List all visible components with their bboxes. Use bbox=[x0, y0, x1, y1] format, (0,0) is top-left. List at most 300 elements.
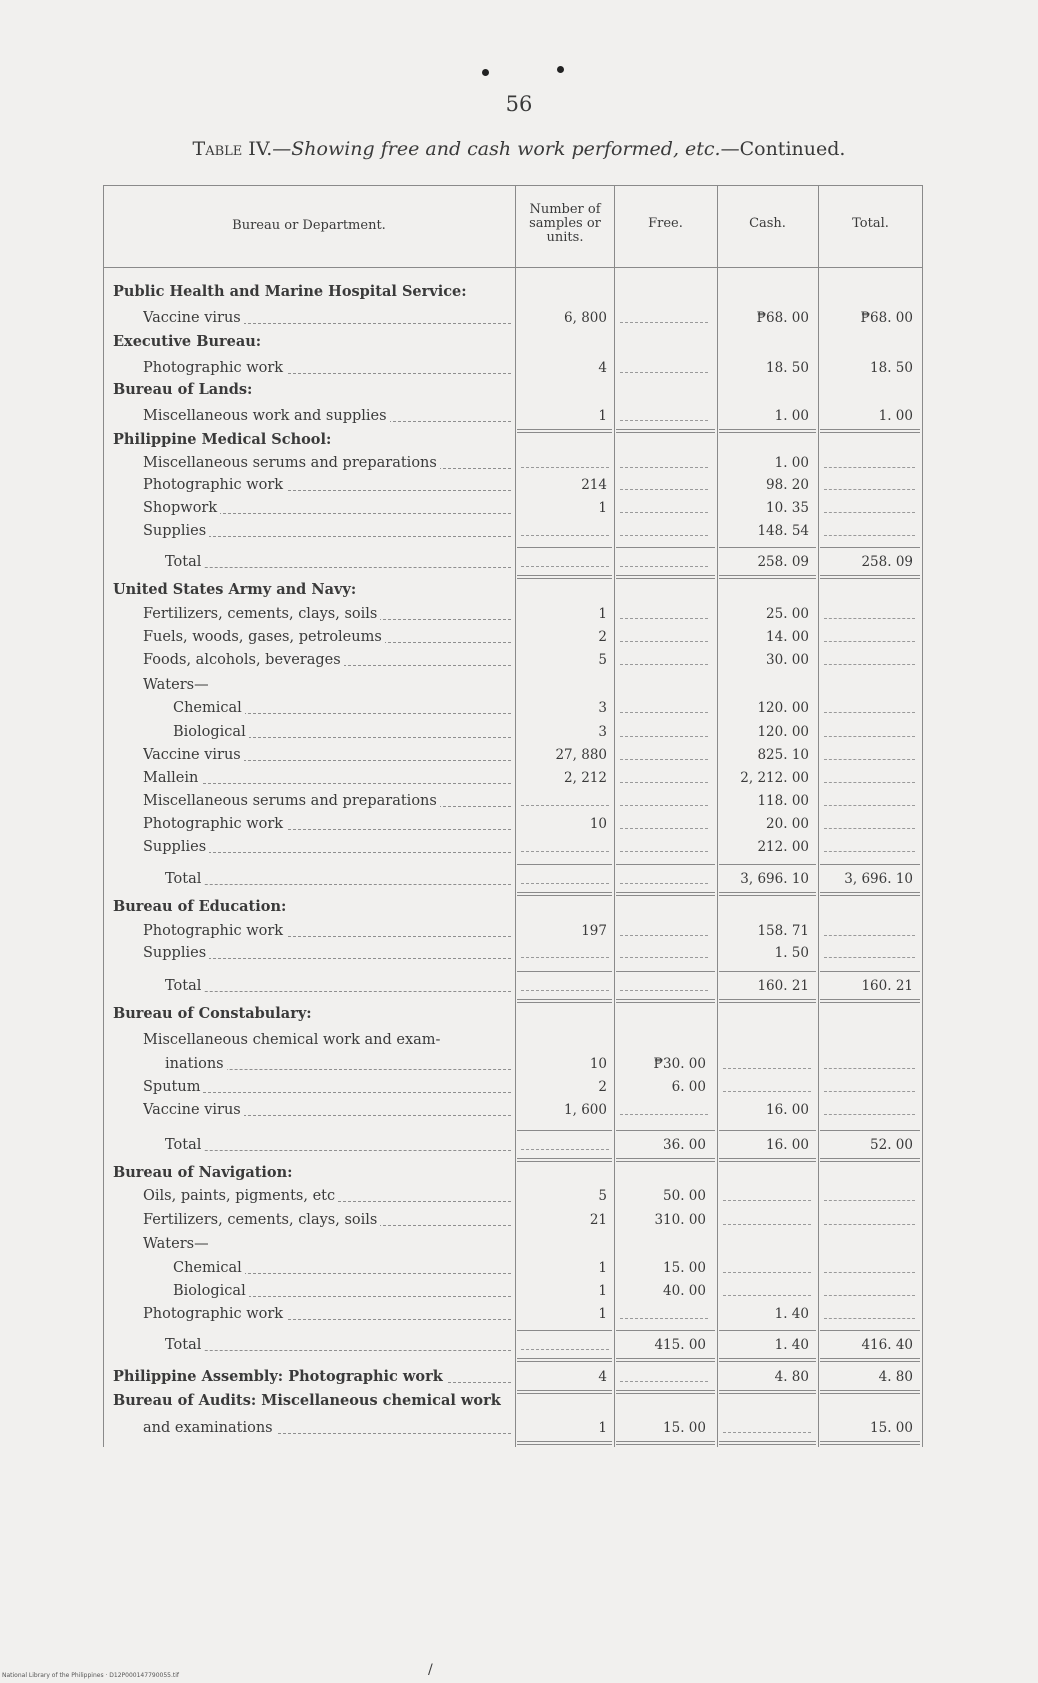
row-label bbox=[143, 836, 513, 858]
total-cell bbox=[818, 836, 921, 858]
table-row bbox=[103, 767, 923, 789]
table-row bbox=[103, 626, 923, 648]
free-cell bbox=[614, 1257, 714, 1279]
cash-cell-value: 1. 00 bbox=[774, 408, 809, 424]
number-cell-value: 6, 800 bbox=[564, 310, 607, 326]
row-label-text: Supplies bbox=[143, 839, 209, 855]
number-cell bbox=[515, 1280, 615, 1302]
double-rule bbox=[517, 892, 612, 893]
row-label-text: Photographic work bbox=[143, 477, 286, 493]
total-cell bbox=[818, 474, 921, 496]
table-row bbox=[103, 1076, 923, 1098]
free-cell bbox=[614, 551, 714, 573]
rule-line bbox=[719, 1330, 816, 1331]
total-cell-value bbox=[913, 477, 921, 493]
total-cell-value bbox=[913, 1283, 921, 1299]
free-cell bbox=[614, 813, 714, 835]
cash-cell-value: ₱68. 00 bbox=[756, 310, 809, 326]
rule-line bbox=[719, 547, 816, 548]
free-cell bbox=[614, 744, 714, 766]
total-cell bbox=[818, 1417, 921, 1439]
cash-cell bbox=[717, 868, 817, 890]
free-cell-value bbox=[706, 700, 714, 716]
total-cell bbox=[818, 1334, 921, 1356]
total-row bbox=[103, 975, 923, 997]
free-cell-value bbox=[706, 1102, 714, 1118]
total-cell bbox=[818, 1280, 921, 1302]
table-title-tail: —Continued. bbox=[720, 138, 846, 160]
number-cell-value: 1 bbox=[598, 1420, 607, 1436]
total-cell bbox=[818, 1257, 921, 1279]
row-label-text: Miscellaneous serums and preparations bbox=[143, 455, 440, 471]
cash-cell bbox=[717, 1053, 817, 1075]
table-row bbox=[103, 1029, 923, 1051]
row-label-text: Philippine Assembly: Photographic work bbox=[113, 1368, 446, 1385]
number-cell bbox=[515, 474, 615, 496]
free-cell bbox=[614, 357, 714, 379]
table-row bbox=[103, 1003, 923, 1025]
number-cell-value: 1 bbox=[598, 1306, 607, 1322]
row-label bbox=[143, 1076, 513, 1098]
table-row bbox=[103, 1185, 923, 1207]
cash-cell-value: 1. 40 bbox=[774, 1337, 809, 1353]
table-title-lead: Table IV. bbox=[192, 138, 273, 160]
free-cell bbox=[614, 767, 714, 789]
row-label bbox=[113, 1162, 513, 1184]
free-cell bbox=[614, 405, 714, 427]
free-cell bbox=[614, 1185, 714, 1207]
total-cell-value bbox=[913, 629, 921, 645]
number-cell-value: 4 bbox=[598, 360, 607, 376]
double-rule bbox=[820, 575, 920, 576]
row-label-text: Bureau of Constabulary: bbox=[113, 1005, 315, 1022]
total-cell-value bbox=[913, 839, 921, 855]
row-label-text: Supplies bbox=[143, 945, 209, 961]
row-label bbox=[165, 1053, 513, 1075]
row-label-text: Photographic work bbox=[143, 360, 286, 376]
table-row bbox=[103, 942, 923, 964]
row-label bbox=[143, 1417, 513, 1439]
row-label-text: Waters— bbox=[143, 677, 212, 693]
double-rule bbox=[719, 1444, 816, 1445]
table-row bbox=[103, 836, 923, 858]
free-cell bbox=[614, 790, 714, 812]
number-cell bbox=[515, 1185, 615, 1207]
number-cell-value: 2, 212 bbox=[564, 770, 607, 786]
double-rule bbox=[616, 1361, 715, 1362]
total-cell-value bbox=[913, 1102, 921, 1118]
free-cell-value: 415. 00 bbox=[654, 1337, 706, 1353]
row-label bbox=[113, 1366, 513, 1388]
total-cell bbox=[818, 790, 921, 812]
table-row bbox=[103, 603, 923, 625]
cash-cell bbox=[717, 307, 817, 329]
cash-cell bbox=[717, 1366, 817, 1388]
double-rule bbox=[719, 999, 816, 1000]
row-label-text: Total bbox=[165, 978, 204, 994]
rule-line bbox=[616, 1130, 715, 1131]
total-cell-value: 160. 21 bbox=[861, 978, 913, 994]
total-cell bbox=[818, 721, 921, 743]
free-cell-value bbox=[706, 724, 714, 740]
double-rule bbox=[616, 1444, 715, 1445]
total-cell-value bbox=[913, 770, 921, 786]
row-label-text: and examinations bbox=[143, 1420, 276, 1436]
free-cell bbox=[614, 1134, 714, 1156]
row-label bbox=[113, 331, 513, 353]
row-label bbox=[113, 379, 513, 401]
free-cell bbox=[614, 1209, 714, 1231]
number-cell-value: 4 bbox=[598, 1369, 607, 1385]
row-label-text: Miscellaneous work and supplies bbox=[143, 408, 390, 424]
free-cell bbox=[614, 975, 714, 997]
number-cell-value: 1 bbox=[598, 606, 607, 622]
table-row bbox=[103, 920, 923, 942]
double-rule bbox=[517, 1441, 612, 1442]
total-cell bbox=[818, 1134, 921, 1156]
cash-cell-value bbox=[809, 1056, 817, 1072]
row-label-text: Vaccine virus bbox=[143, 310, 244, 326]
row-label bbox=[173, 697, 513, 719]
cash-cell-value: 258. 09 bbox=[757, 554, 809, 570]
total-cell bbox=[818, 1366, 921, 1388]
cash-cell bbox=[717, 497, 817, 519]
rule-line bbox=[616, 547, 715, 548]
row-label-text: Fuels, woods, gases, petroleums bbox=[143, 629, 385, 645]
row-label-text: Supplies bbox=[143, 523, 209, 539]
number-cell bbox=[515, 520, 615, 542]
row-label-text: Biological bbox=[173, 1283, 249, 1299]
cash-cell bbox=[717, 626, 817, 648]
double-rule bbox=[517, 1444, 612, 1445]
free-cell-value bbox=[706, 360, 714, 376]
total-cell-value bbox=[913, 500, 921, 516]
double-rule bbox=[820, 892, 920, 893]
double-rule bbox=[820, 999, 920, 1000]
total-cell-value bbox=[913, 923, 921, 939]
row-label bbox=[143, 474, 513, 496]
total-cell-value bbox=[913, 700, 921, 716]
number-cell bbox=[515, 942, 615, 964]
table-row bbox=[103, 1099, 923, 1121]
free-cell-value bbox=[706, 793, 714, 809]
rule-line bbox=[517, 1330, 612, 1331]
table-row bbox=[103, 1280, 923, 1302]
total-cell bbox=[818, 357, 921, 379]
cash-cell-value bbox=[809, 1260, 817, 1276]
total-cell bbox=[818, 1053, 921, 1075]
free-cell-value bbox=[706, 408, 714, 424]
free-cell bbox=[614, 920, 714, 942]
total-row bbox=[103, 868, 923, 890]
number-cell bbox=[515, 1209, 615, 1231]
cash-cell-value: 20. 00 bbox=[766, 816, 809, 832]
row-label bbox=[143, 1209, 513, 1231]
cash-cell bbox=[717, 1209, 817, 1231]
cash-cell bbox=[717, 649, 817, 671]
cash-cell-value bbox=[809, 1420, 817, 1436]
cash-cell bbox=[717, 942, 817, 964]
free-cell bbox=[614, 868, 714, 890]
data-table bbox=[103, 185, 923, 1447]
table-title-caption: —Showing free and cash work performed, etc. bbox=[272, 138, 721, 160]
cash-cell-value bbox=[809, 1079, 817, 1095]
row-label bbox=[165, 975, 513, 997]
row-label bbox=[113, 579, 513, 601]
ink-speck bbox=[482, 69, 489, 76]
table-row bbox=[103, 744, 923, 766]
cash-cell bbox=[717, 405, 817, 427]
number-cell bbox=[515, 1134, 615, 1156]
total-cell bbox=[818, 697, 921, 719]
header-rule bbox=[103, 267, 923, 268]
total-cell bbox=[818, 767, 921, 789]
row-label bbox=[143, 1233, 513, 1255]
total-cell-value: 4. 80 bbox=[878, 1369, 913, 1385]
row-label-text: Chemical bbox=[173, 700, 245, 716]
number-cell bbox=[515, 603, 615, 625]
number-cell bbox=[515, 1334, 615, 1356]
total-cell-value bbox=[913, 816, 921, 832]
total-cell bbox=[818, 744, 921, 766]
header-number: Number of samples or units. bbox=[529, 202, 601, 245]
row-label-text: Photographic work bbox=[143, 1306, 286, 1322]
header-free: Free. bbox=[648, 216, 683, 231]
rule-line bbox=[820, 547, 920, 548]
free-cell bbox=[614, 520, 714, 542]
table-row bbox=[103, 307, 923, 329]
cash-cell-value: 148. 54 bbox=[757, 523, 809, 539]
row-label-text: Executive Bureau: bbox=[113, 333, 264, 350]
cash-cell-value: 14. 00 bbox=[766, 629, 809, 645]
free-cell-value bbox=[706, 1306, 714, 1322]
total-cell bbox=[818, 551, 921, 573]
total-cell bbox=[818, 452, 921, 474]
cash-cell bbox=[717, 836, 817, 858]
cash-cell-value bbox=[809, 1188, 817, 1204]
number-cell bbox=[515, 721, 615, 743]
table-row bbox=[103, 429, 923, 451]
number-cell bbox=[515, 1099, 615, 1121]
rule-line bbox=[517, 547, 612, 548]
double-rule bbox=[719, 1361, 816, 1362]
free-cell-value: 36. 00 bbox=[663, 1137, 706, 1153]
row-label bbox=[113, 896, 513, 918]
free-cell-value: 40. 00 bbox=[663, 1283, 706, 1299]
number-cell-value: 1, 600 bbox=[564, 1102, 607, 1118]
row-label-text: Miscellaneous chemical work and exam- bbox=[143, 1032, 443, 1048]
row-label bbox=[113, 1390, 513, 1412]
row-label bbox=[143, 649, 513, 671]
number-cell bbox=[515, 920, 615, 942]
total-cell bbox=[818, 942, 921, 964]
number-cell bbox=[515, 357, 615, 379]
free-cell bbox=[614, 1334, 714, 1356]
cash-cell-value: 118. 00 bbox=[757, 793, 809, 809]
double-rule bbox=[517, 999, 612, 1000]
cash-cell-value bbox=[809, 1283, 817, 1299]
cash-cell bbox=[717, 975, 817, 997]
row-label-text: Photographic work bbox=[143, 816, 286, 832]
cash-cell bbox=[717, 603, 817, 625]
free-cell-value bbox=[706, 945, 714, 961]
row-label-text: Chemical bbox=[173, 1260, 245, 1276]
total-cell bbox=[818, 626, 921, 648]
double-rule bbox=[820, 1358, 920, 1359]
number-cell bbox=[515, 1257, 615, 1279]
cash-cell bbox=[717, 1076, 817, 1098]
cash-cell-value: 212. 00 bbox=[757, 839, 809, 855]
table-row bbox=[103, 813, 923, 835]
row-label-text: Waters— bbox=[143, 1236, 212, 1252]
number-cell bbox=[515, 497, 615, 519]
free-cell-value bbox=[706, 747, 714, 763]
row-label bbox=[143, 744, 513, 766]
table-row bbox=[103, 520, 923, 542]
free-cell bbox=[614, 452, 714, 474]
free-cell bbox=[614, 697, 714, 719]
table-row bbox=[103, 1417, 923, 1439]
row-label bbox=[143, 357, 513, 379]
number-cell bbox=[515, 813, 615, 835]
cash-cell-value: 3, 696. 10 bbox=[740, 871, 809, 887]
free-cell-value bbox=[706, 816, 714, 832]
table-row bbox=[103, 452, 923, 474]
table-row bbox=[103, 1303, 923, 1325]
row-label bbox=[165, 868, 513, 890]
table-row bbox=[103, 697, 923, 719]
row-label bbox=[143, 603, 513, 625]
row-label-text: Total bbox=[165, 1137, 204, 1153]
table-row bbox=[103, 1366, 923, 1388]
free-cell-value bbox=[706, 770, 714, 786]
double-rule bbox=[820, 1158, 920, 1159]
cash-cell bbox=[717, 1257, 817, 1279]
row-label bbox=[113, 429, 513, 451]
cash-cell-value: 160. 21 bbox=[757, 978, 809, 994]
rule-line bbox=[719, 1130, 816, 1131]
cash-cell bbox=[717, 790, 817, 812]
free-cell bbox=[614, 307, 714, 329]
total-cell-value bbox=[913, 523, 921, 539]
row-label bbox=[143, 813, 513, 835]
row-label-text: Bureau of Navigation: bbox=[113, 1164, 296, 1181]
row-label-text: inations bbox=[165, 1056, 227, 1072]
number-cell bbox=[515, 1076, 615, 1098]
row-label-text: Photographic work bbox=[143, 923, 286, 939]
total-cell-value: 18. 50 bbox=[870, 360, 913, 376]
number-cell bbox=[515, 1053, 615, 1075]
row-label-text: Oils, paints, pigments, etc bbox=[143, 1188, 338, 1204]
row-label bbox=[173, 1280, 513, 1302]
cash-cell bbox=[717, 744, 817, 766]
number-cell-value: 214 bbox=[581, 477, 607, 493]
table-row bbox=[103, 405, 923, 427]
cash-cell-value: 30. 00 bbox=[766, 652, 809, 668]
number-cell bbox=[515, 790, 615, 812]
free-cell-value bbox=[706, 500, 714, 516]
number-cell bbox=[515, 405, 615, 427]
header-total: Total. bbox=[852, 216, 889, 231]
free-cell-value bbox=[706, 310, 714, 326]
total-row bbox=[103, 1334, 923, 1356]
number-cell bbox=[515, 307, 615, 329]
total-cell-value bbox=[913, 1212, 921, 1228]
cash-cell-value: 10. 35 bbox=[766, 500, 809, 516]
rule-line bbox=[820, 971, 920, 972]
total-cell-value bbox=[913, 724, 921, 740]
total-cell-value: 52. 00 bbox=[870, 1137, 913, 1153]
free-cell-value bbox=[706, 871, 714, 887]
cash-cell bbox=[717, 767, 817, 789]
table-row bbox=[103, 357, 923, 379]
number-cell-value: 5 bbox=[598, 1188, 607, 1204]
row-label-text: Mallein bbox=[143, 770, 201, 786]
table-row bbox=[103, 721, 923, 743]
row-label-text: Miscellaneous serums and preparations bbox=[143, 793, 440, 809]
rule-line bbox=[820, 1330, 920, 1331]
row-label bbox=[165, 551, 513, 573]
table-row bbox=[103, 790, 923, 812]
number-cell-value: 1 bbox=[598, 1283, 607, 1299]
free-cell bbox=[614, 603, 714, 625]
rule-line bbox=[616, 864, 715, 865]
number-cell-value: 10 bbox=[589, 1056, 607, 1072]
free-cell-value bbox=[706, 839, 714, 855]
double-rule bbox=[616, 1358, 715, 1359]
row-label bbox=[143, 520, 513, 542]
cash-cell-value: 16. 00 bbox=[766, 1137, 809, 1153]
total-cell bbox=[818, 1303, 921, 1325]
scan-footer: National Library of the Philippines · D12P000147790055.tif bbox=[2, 1672, 180, 1679]
row-label-text: Biological bbox=[173, 724, 249, 740]
double-rule bbox=[820, 1361, 920, 1362]
stray-mark: / bbox=[428, 1662, 433, 1678]
row-label bbox=[143, 767, 513, 789]
header-bureau: Bureau or Department. bbox=[232, 218, 386, 233]
total-cell bbox=[818, 405, 921, 427]
table-row bbox=[103, 579, 923, 601]
rule-line bbox=[517, 1130, 612, 1131]
header-cash: Cash. bbox=[749, 216, 786, 231]
number-cell-value: 1 bbox=[598, 408, 607, 424]
total-cell-value bbox=[913, 945, 921, 961]
total-cell-value bbox=[913, 747, 921, 763]
cash-cell bbox=[717, 1099, 817, 1121]
row-label bbox=[165, 1334, 513, 1356]
total-cell bbox=[818, 497, 921, 519]
total-cell-value bbox=[913, 1260, 921, 1276]
row-label bbox=[143, 1029, 513, 1051]
table-row bbox=[103, 1053, 923, 1075]
row-label-text: Foods, alcohols, beverages bbox=[143, 652, 344, 668]
cash-cell bbox=[717, 357, 817, 379]
table-row bbox=[103, 674, 923, 696]
free-cell bbox=[614, 1076, 714, 1098]
total-cell-value bbox=[913, 1056, 921, 1072]
row-label bbox=[173, 1257, 513, 1279]
cash-cell bbox=[717, 721, 817, 743]
double-rule bbox=[517, 1158, 612, 1159]
row-label-text: Bureau of Education: bbox=[113, 898, 289, 915]
number-cell bbox=[515, 744, 615, 766]
row-label bbox=[113, 281, 513, 303]
row-label-text: Bureau of Lands: bbox=[113, 381, 255, 398]
free-cell-value: 15. 00 bbox=[663, 1260, 706, 1276]
cash-cell bbox=[717, 813, 817, 835]
rule-line bbox=[517, 864, 612, 865]
free-cell-value: 50. 00 bbox=[663, 1188, 706, 1204]
